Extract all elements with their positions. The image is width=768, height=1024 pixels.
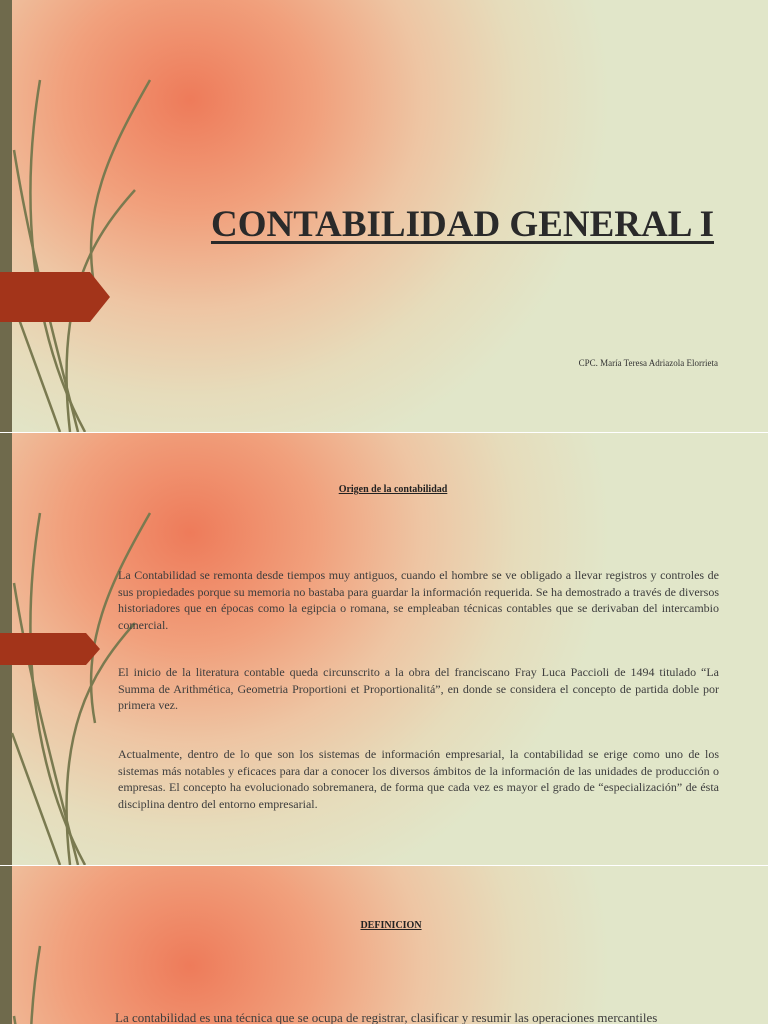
paragraph-origen-1: La Contabilidad se remonta desde tiempos muy antiguos, cuando el hombre se ve obligado a llevar registros y controles de sus propiedades porque su memoria no bastaba para guardar la información requerida. Se ha demostrado a través de diversos historiadores que en épocas como la egipcia o romana, se empleaban técnicas contables que se derivaban del intercambio comercial. <box>118 568 719 632</box>
paragraph-origen-3: Actualmente, dentro de lo que son los sistemas de información empresarial, la contabilidad se erige como uno de los sistemas más notables y eficaces para dar a conocer los diversos ámbitos de la información de las unidades de producción o empresas. El concepto ha evolucionado sobremanera, de forma que cada vez es mayor el grado de “especialización” de ésta disciplina dentro del entorno empresarial. <box>118 747 719 811</box>
section-heading-origen: Origen de la contabilidad <box>338 484 448 495</box>
slide-title <box>0 0 768 432</box>
paragraph-origen-2: El inicio de la literatura contable queda circunscrito a la obra del franciscano Fray Luca Paccioli de 1494 titulado “La Summa de Arithmética, Geometria Proportioni et Proportionalitá”, en donde se considera el concepto de partida doble por primera vez. <box>118 665 719 712</box>
title-tab-marker <box>0 272 112 322</box>
presentation-title: CONTABILIDAD GENERAL I <box>210 204 714 245</box>
slide-origen <box>0 433 768 865</box>
paragraph-definicion: La contabilidad es una técnica que se ocupa de registrar, clasificar y resumir las operaciones mercantiles <box>115 1010 658 1024</box>
section-heading-definicion: DEFINICION <box>360 920 422 931</box>
slide-definicion <box>0 866 768 1024</box>
slide-tab-marker <box>0 633 102 665</box>
vine-decoration <box>0 866 160 1024</box>
author-name: CPC. María Teresa Adriazola Elorrieta <box>578 358 718 368</box>
